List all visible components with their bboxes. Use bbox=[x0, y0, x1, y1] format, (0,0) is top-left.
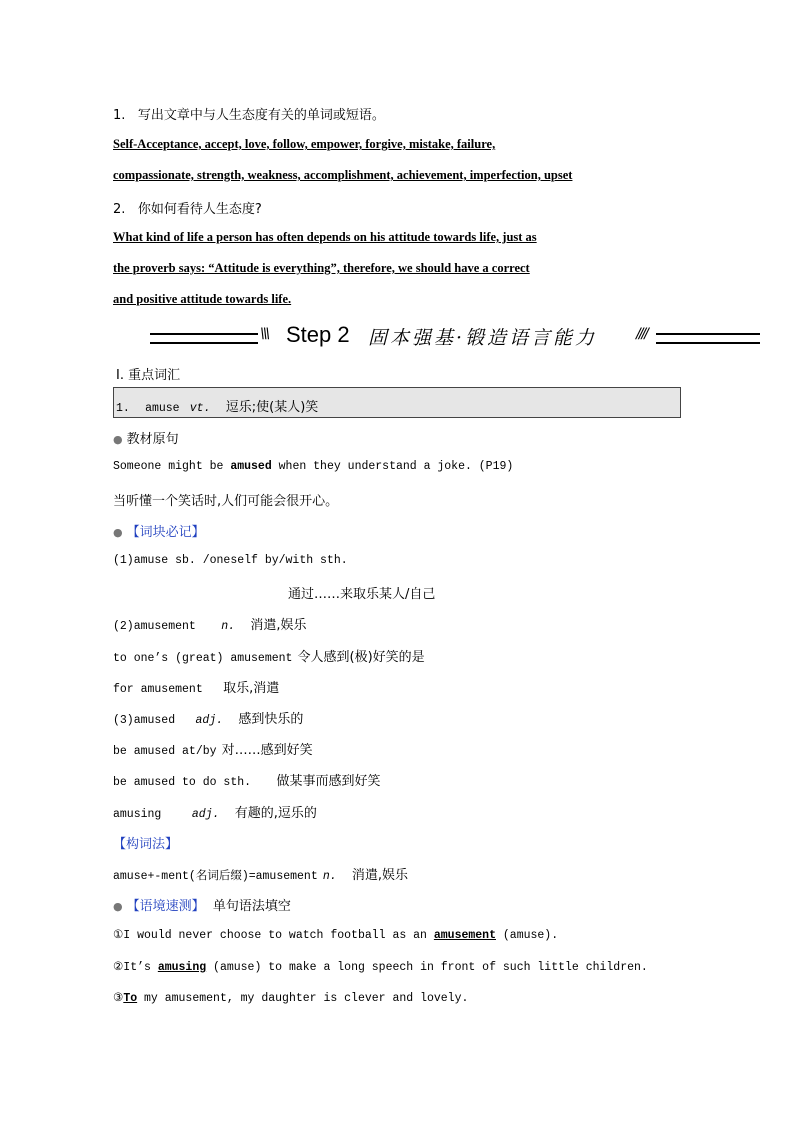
part-of-speech: vt. bbox=[189, 402, 211, 415]
banner-right-slashes: //// bbox=[636, 326, 647, 342]
step-title: Step 2 bbox=[286, 322, 350, 347]
chunk-line-4: for amusement 取乐,消遣 bbox=[113, 681, 280, 696]
key-word: amused bbox=[230, 460, 272, 473]
banner-left-slashes: \\\ bbox=[260, 326, 269, 342]
step-banner bbox=[150, 320, 760, 356]
answer-blank: amusement bbox=[433, 929, 496, 942]
answer-blank: To bbox=[123, 992, 138, 1005]
question-text: 写出文章中与人生态度有关的单词或短语。 bbox=[137, 108, 385, 123]
word-entry-box bbox=[113, 387, 681, 418]
source-heading: ● 教材原句 bbox=[113, 432, 179, 447]
chunk-line-7: be amused to do sth. 做某事而感到好笑 bbox=[113, 774, 381, 789]
practice-heading: ● 【语境速测】 单句语法填空 bbox=[113, 899, 291, 914]
answer-blank: amusing bbox=[157, 961, 207, 974]
bullet-icon: ● bbox=[113, 433, 123, 446]
bullet-icon: ● bbox=[113, 526, 123, 539]
question-1 bbox=[113, 104, 385, 123]
practice-item-2: ②It’s amusing (amuse) to make a long speech in front of such little children. bbox=[113, 961, 648, 974]
answer-1-line-1: Self-Acceptance, accept, love, follow, empower, forgive, mistake, failure, bbox=[113, 137, 496, 151]
chunks-heading: ● 【词块必记】 bbox=[113, 525, 205, 540]
word-number: 1. bbox=[116, 402, 130, 415]
formation-heading: 【构词法】 bbox=[113, 837, 179, 852]
question-text: 你如何看待人生态度? bbox=[137, 202, 262, 217]
question-number: 2. bbox=[113, 202, 126, 217]
chunk-line-3: to one’s (great) amusement 令人感到(极)好笑的是 bbox=[113, 650, 425, 665]
question-2 bbox=[113, 198, 262, 217]
answer-2-line-3: and positive attitude towards life. bbox=[113, 292, 292, 306]
practice-item-1: ①I would never choose to watch football as an amusement (amuse). bbox=[113, 929, 559, 942]
formation-rule: amuse+-ment(名词后缀)=amusement n. 消遣,娱乐 bbox=[113, 868, 409, 883]
question-number: 1. bbox=[113, 108, 126, 123]
answer-1-line-2: compassionate, strength, weakness, accomplishment, achievement, imperfection, upset bbox=[113, 168, 573, 182]
practice-item-3: ③To my amusement, my daughter is clever and lovely. bbox=[113, 992, 469, 1005]
source-sentence: Someone might be amused when they understand a joke. (P19) bbox=[113, 460, 514, 473]
chunk-line-5: (3)amused adj. 感到快乐的 bbox=[113, 712, 304, 727]
step-subtitle: 固本强基·锻造语言能力 bbox=[368, 327, 598, 349]
chunk-line-2: (2)amusement n. 消遣,娱乐 bbox=[113, 618, 307, 633]
chunk-line-1-meaning: 通过……来取乐某人/自己 bbox=[288, 587, 436, 602]
bullet-icon: ● bbox=[113, 900, 123, 913]
source-translation: 当听懂一个笑话时,人们可能会很开心。 bbox=[113, 494, 339, 509]
banner-left-rule bbox=[150, 333, 258, 344]
answer-2-line-1: What kind of life a person has often depends on his attitude towards life, just as bbox=[113, 230, 537, 244]
chunk-line-6: be amused at/by 对……感到好笑 bbox=[113, 743, 313, 758]
chunk-line-1: (1)amuse sb. /oneself by/with sth. bbox=[113, 554, 348, 567]
banner-right-rule bbox=[656, 333, 760, 344]
headword: amuse bbox=[145, 402, 180, 415]
section-heading: Ⅰ. 重点词汇 bbox=[116, 368, 181, 383]
answer-2-line-2: the proverb says: “Attitude is everything”, therefore, we should have a correct bbox=[113, 261, 530, 275]
word-meaning: 逗乐;使(某人)笑 bbox=[225, 400, 319, 415]
chunk-line-8: amusing adj. 有趣的,逗乐的 bbox=[113, 806, 317, 821]
